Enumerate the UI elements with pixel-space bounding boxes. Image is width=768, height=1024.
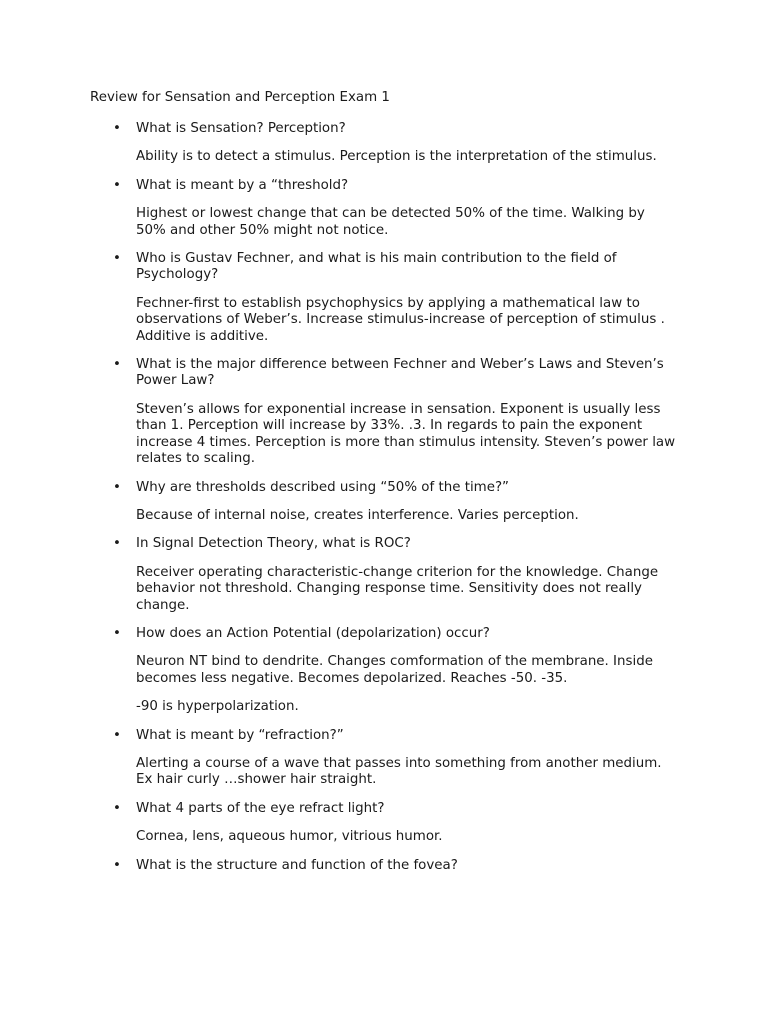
bullet-icon: •: [113, 121, 121, 136]
list-item: [0, 536, 768, 614]
bullet-icon: •: [113, 357, 121, 373]
bullet-icon: •: [113, 800, 121, 816]
document-title: Review for Sensation and Perception Exam 1: [90, 90, 390, 105]
question-text: Why are thresholds described using “50% of the time?”: [136, 479, 509, 495]
list-item: [0, 251, 768, 345]
list-item: [0, 480, 768, 525]
bullet-icon: •: [113, 727, 121, 743]
answer-text: Fechner-first to establish psychophysics by applying a mathematical law to observations of Weber’s. Increase stimulus-increase of perception of stimulus . Additive is additive.: [136, 295, 665, 344]
bullet-icon: •: [113, 625, 121, 641]
answer-text: Steven’s allows for exponential increase in sensation. Exponent is usually less than 1. Perception will increase by 33%. .3. In regards to pain the exponent increase 4 times. Perception is more than stimulus intensity. Steven’s power law relates to scaling.: [136, 401, 676, 467]
list-item: [0, 357, 768, 467]
question-text: Who is Gustav Fechner, and what is his main contribution to the field of Psychology?: [136, 251, 617, 283]
question-text: How does an Action Potential (depolarization) occur?: [136, 625, 490, 641]
list-item: [0, 178, 768, 239]
question-text: What is meant by “refraction?”: [136, 727, 344, 743]
question-text: What is the structure and function of the fovea?: [136, 857, 458, 873]
question-text: What is the major difference between Fechner and Weber’s Laws and Steven’s Power Law?: [136, 357, 664, 389]
bullet-icon: •: [113, 177, 121, 193]
list-item: [0, 121, 768, 166]
question-list: [0, 121, 768, 886]
list-item: [0, 801, 768, 846]
question-text: What is meant by a “threshold?: [136, 177, 349, 193]
answer-text: Ability is to detect a stimulus. Perception is the interpretation of the stimulus.: [136, 149, 657, 165]
answer-text: Neuron NT bind to dendrite. Changes comformation of the membrane. Inside becomes less negative. Becomes depolarized. Reaches -50. -35.: [136, 654, 653, 686]
answer-text: -90 is hyperpolarization.: [136, 699, 299, 715]
list-item: [0, 626, 768, 716]
bullet-icon: •: [113, 479, 121, 495]
question-text: What 4 parts of the eye refract light?: [136, 800, 385, 816]
list-item: [0, 728, 768, 789]
question-text: In Signal Detection Theory, what is ROC?: [136, 536, 411, 552]
bullet-icon: •: [113, 857, 121, 873]
list-item: [0, 858, 768, 874]
bullet-icon: •: [113, 251, 121, 267]
answer-text: Cornea, lens, aqueous humor, vitrious humor.: [136, 829, 443, 845]
answer-text: Alerting a course of a wave that passes into something from another medium. Ex hair curly …shower hair straight.: [136, 755, 662, 788]
question-text: What is Sensation? Perception?: [136, 121, 346, 136]
answer-text: Because of internal noise, creates interference. Varies perception.: [136, 507, 579, 523]
answer-text: Highest or lowest change that can be detected 50% of the time. Walking by 50% and other 50% might not notice.: [136, 206, 645, 238]
answer-text: Receiver operating characteristic-change criterion for the knowledge. Change behavior not threshold. Changing response time. Sensitivity does not really change.: [136, 564, 659, 613]
bullet-icon: •: [113, 536, 121, 552]
